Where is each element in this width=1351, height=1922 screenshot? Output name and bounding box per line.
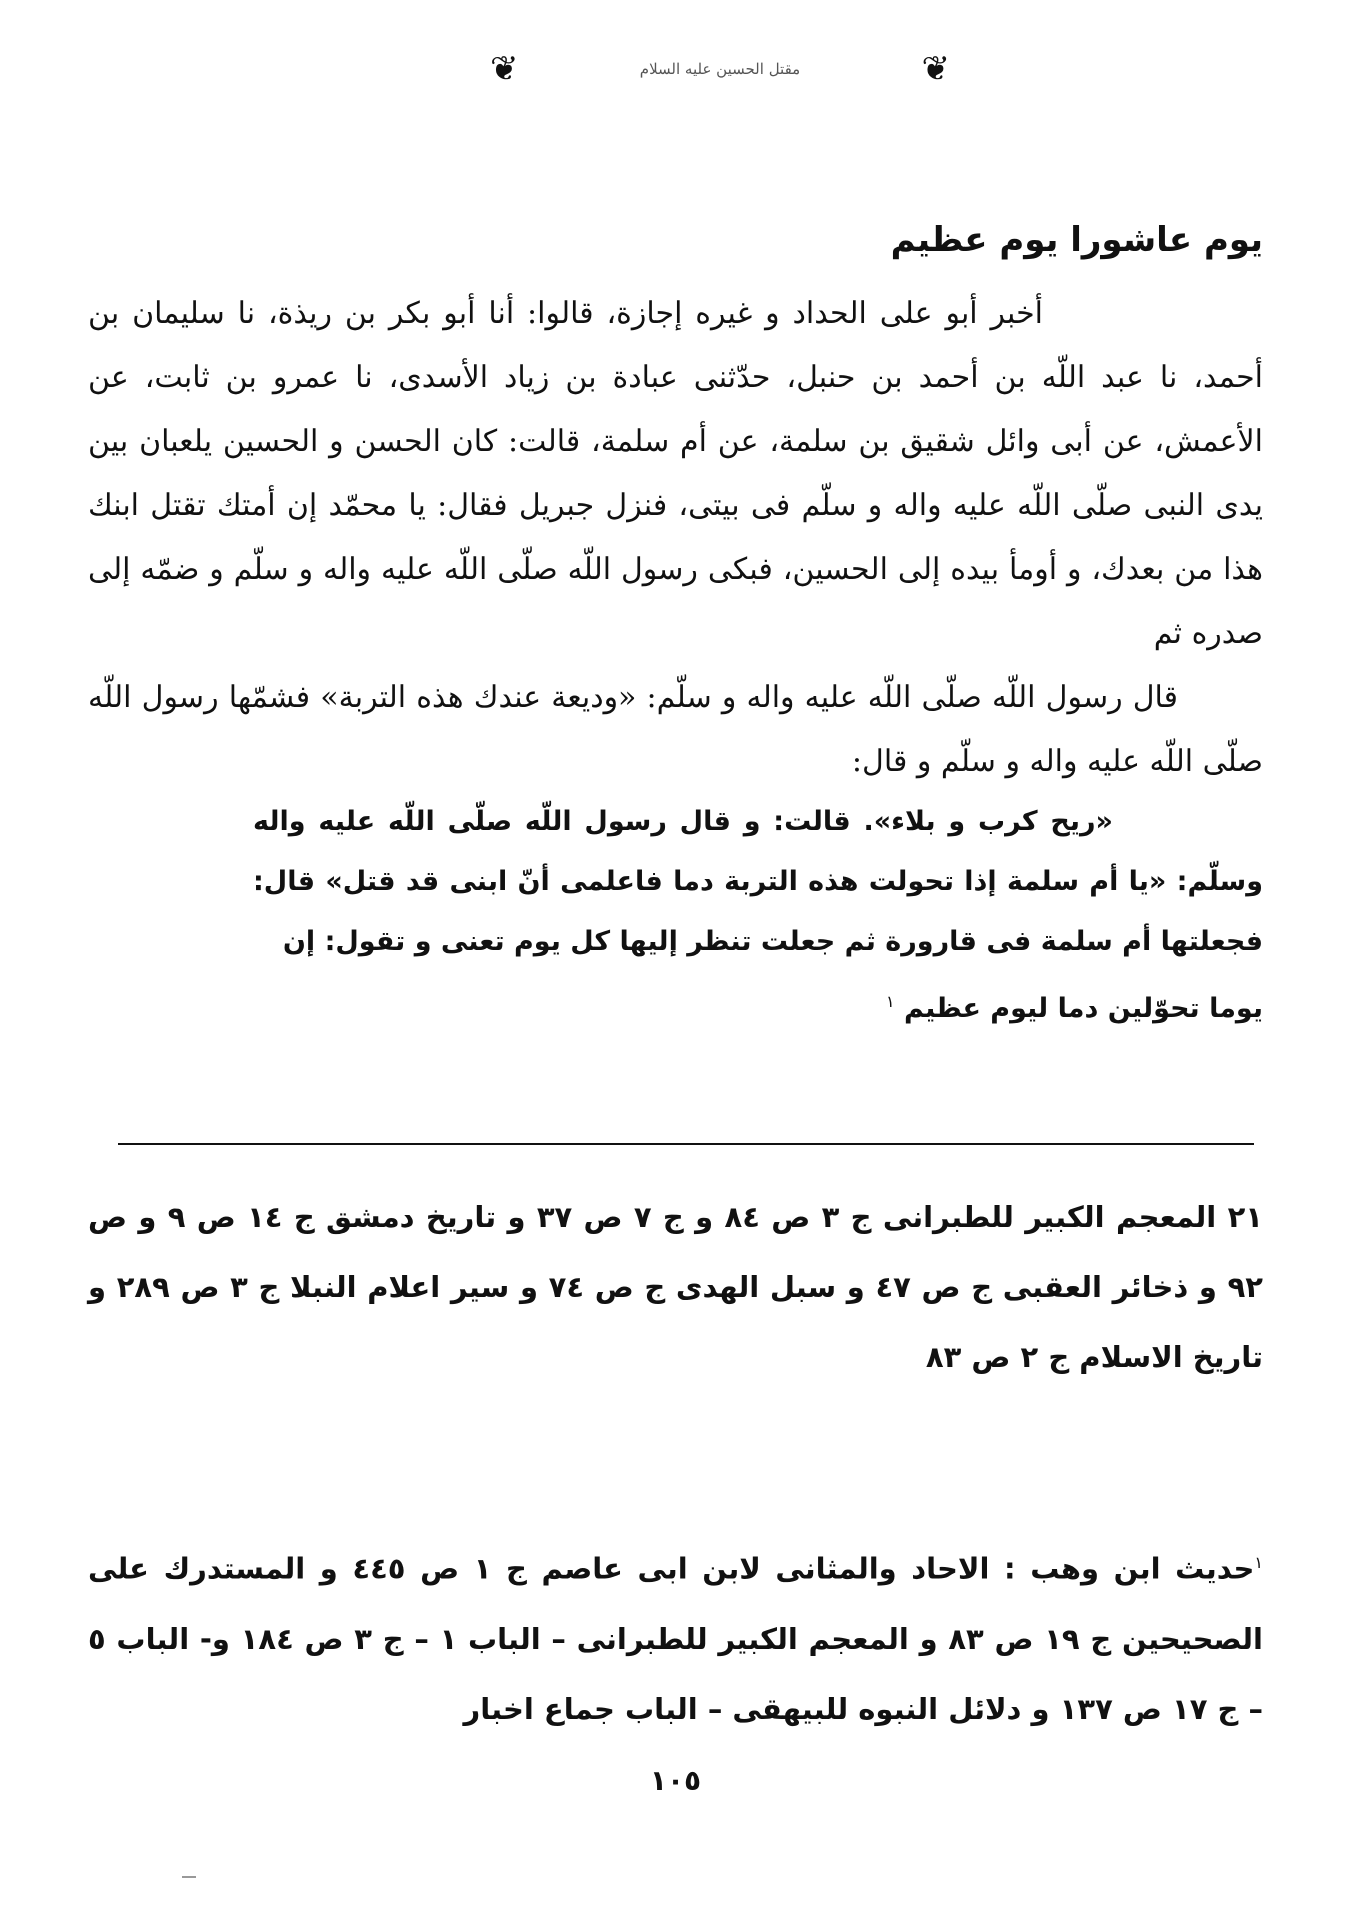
quoted-passage <box>253 792 1263 1039</box>
quote-last-line <box>253 972 1263 1039</box>
main-body <box>88 282 1263 794</box>
footnote-number: ١ <box>1254 1553 1263 1572</box>
ornament-right-icon: ❦ <box>921 49 950 89</box>
ornament-left-icon: ❦ <box>490 49 519 89</box>
footnote-marker[interactable]: ١ <box>885 992 895 1011</box>
footnote-text: حديث ابن وهب : الاحاد والمثانى لابن ابى عاصم ج ١ ص ٤٤٥ و المستدرك على الصحيحين ج ١٩ ص ٨٣ و المعجم الكبير للطبرانى – الباب ١ – ج ٣ ص ١٨٤ و- الباب ٥ – ج ١٧ ص ١٣٧ و دلائل النبوه للبيهقى – الباب جماع اخبار <box>88 1551 1263 1726</box>
footnote-21 <box>88 1182 1263 1392</box>
quote-text-end: يوما تحوّلين دما ليوم عظيم <box>903 993 1263 1024</box>
page-number: ١٠٥ <box>649 1764 702 1797</box>
page-title: يوم عاشورا يوم عظيم <box>890 220 1263 260</box>
paragraph: أخبر أبو على الحداد و غيره إجازة، قالوا: أنا أبو بكر بن ريذة، نا سليمان بن أحمد، نا عبد اللّه بن أحمد بن حنبل، حدّثنى عبادة بن زياد الأسدى، نا عمرو بن ثابت، عن الأعمش، عن أبى وائل شقيق بن سلمة، عن أم سلمة، قالت: كان الحسن و الحسين يلعبان بين يدى النبى صلّى اللّه عليه واله و سلّم فى بيتى، فنزل جبريل فقال: يا محمّد إن أمتك تقتل ابنك هذا من بعدك، و أومأ بيده إلى الحسين، فبكى رسول اللّه صلّى اللّه عليه واله و سلّم و ضمّه إلى صدره ثم <box>88 296 1263 651</box>
footnote-1 <box>88 1528 1263 1744</box>
quote-text: «ريح كرب و بلاء». قالت: و قال رسول اللّه صلّى اللّه عليه واله وسلّم: «يا أم سلمة إذا تحولت هذه التربة دما فاعلمى أنّ ابنى قد قتل» قال: فجعلتها أم سلمة فى قارورة ثم جعلت تنظر إليها كل يوم تعنى و تقول: إن <box>253 806 1263 957</box>
scan-speck <box>182 1876 196 1878</box>
running-head-text: مقتل الحسين عليه السلام <box>639 60 801 78</box>
footnote-divider <box>118 1143 1254 1145</box>
paragraph: قال رسول اللّه صلّى اللّه عليه واله و سلّم: «وديعة عندك هذه التربة» فشمّها رسول اللّه صلّى اللّه عليه واله و سلّم و قال: <box>88 680 1263 779</box>
footnote-entry <box>88 1528 1263 1744</box>
footnote-text: ٢١ المعجم الكبير للطبرانى ج ٣ ص ٨٤ و ج ٧ ص ٣٧ و تاريخ دمشق ج ١٤ ص ٩ و ص ٩٢ و ذخائر العقبى ج ص ٤٧ و سبل الهدى ج ص ٧٤ و سير اعلام النبلا ج ٣ ص ٢٨٩ و تاريخ الاسلام ج ٢ ص ٨٣ <box>88 1200 1263 1374</box>
running-header <box>490 44 950 94</box>
